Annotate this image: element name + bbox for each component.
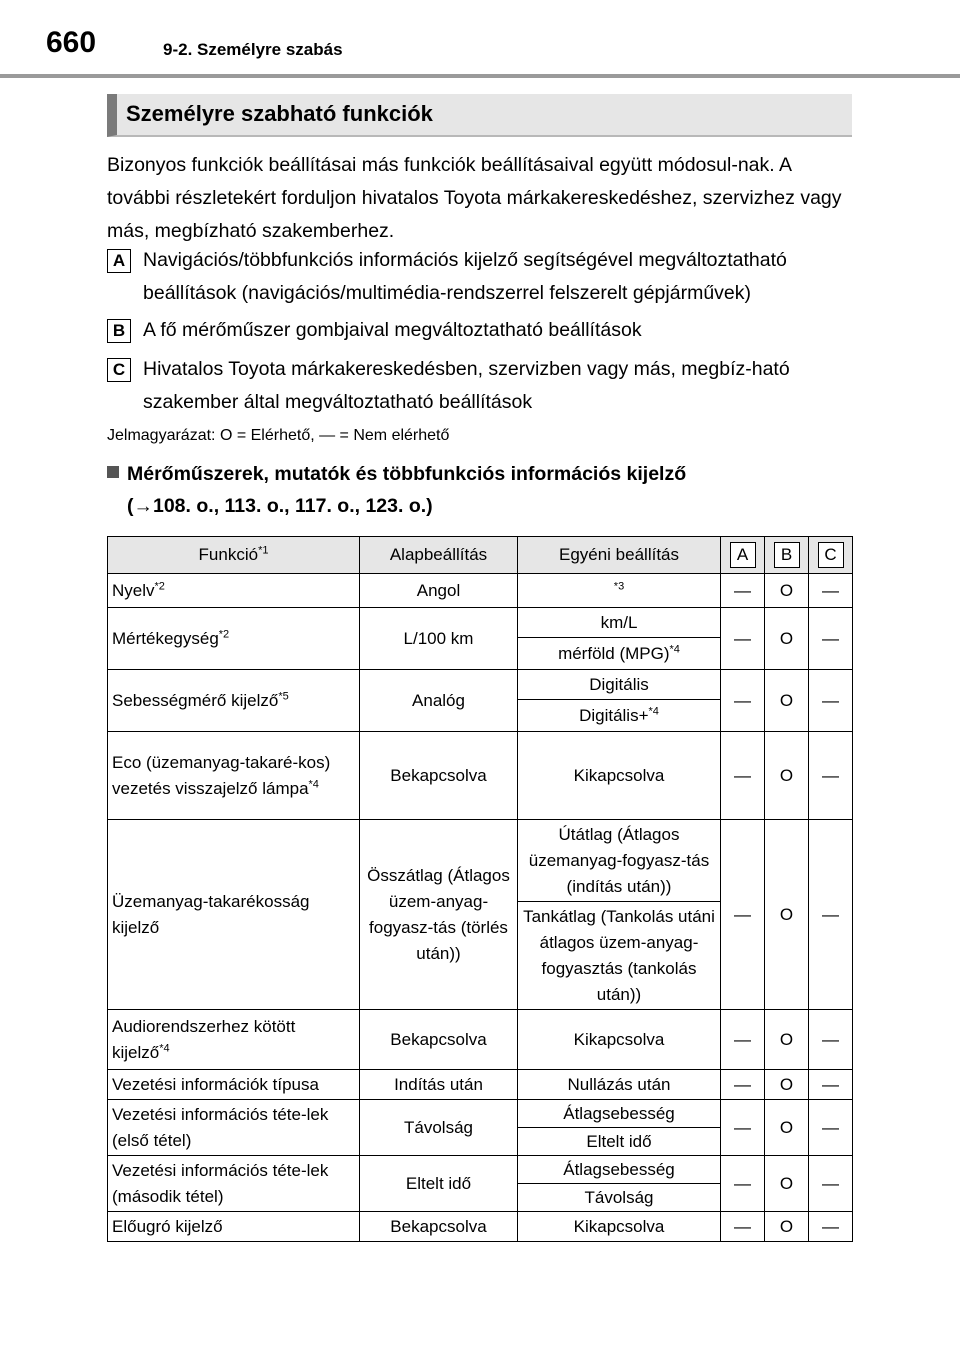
cell-custom: Kikapcsolva — [518, 732, 721, 820]
cell-function: Mértékegység$^{*2}$ — [108, 608, 360, 670]
subheading-page-ref: (→108. o., 113. o., 117. o., 123. o.) — [127, 495, 433, 517]
cell-default: Összátlag (Átlagos üzem-anyag-fogyasz-tás (törlés után)) — [360, 820, 518, 1010]
header-function: Funkció$^{*1}$ — [108, 537, 360, 574]
cell-function: Előugró kijelző — [108, 1212, 360, 1242]
header-default: Alapbeállítás — [360, 537, 518, 574]
cell-c: — — [809, 670, 853, 732]
table-row — [108, 820, 853, 902]
bullet-square-icon — [107, 466, 119, 478]
header-custom: Egyéni beállítás — [518, 537, 721, 574]
cell-a: — — [721, 574, 765, 608]
cell-custom: Nullázás után — [518, 1070, 721, 1100]
cell-a: — — [721, 1070, 765, 1100]
table-row — [108, 732, 853, 820]
cell-c: — — [809, 732, 853, 820]
table-row — [108, 1156, 853, 1184]
cell-custom: mérföld (MPG)$^{*4}$ — [518, 638, 721, 670]
cell-b: O — [765, 608, 809, 670]
cell-b: O — [765, 1100, 809, 1156]
cell-function: Vezetési információs téte-lek (első tétel) — [108, 1100, 360, 1156]
legend-text-c: Hivatalos Toyota márkakereskedésben, szervizben vagy más, megbíz-ható szakember által megváltoztatható beállítások — [143, 358, 790, 413]
cell-a: — — [721, 670, 765, 732]
cell-b: O — [765, 670, 809, 732]
cell-custom: Távolság — [518, 1184, 721, 1212]
table-row — [108, 1212, 853, 1242]
cell-a: — — [721, 1212, 765, 1242]
cell-a: — — [721, 820, 765, 1010]
legend-text-b: A fő mérőműszer gombjaival megváltoztatható beállítások — [143, 319, 642, 341]
cell-c: — — [809, 1010, 853, 1070]
cell-b: O — [765, 732, 809, 820]
cell-c: — — [809, 608, 853, 670]
cell-custom: Eltelt idő — [518, 1128, 721, 1156]
cell-default: Távolság — [360, 1100, 518, 1156]
legend-key-b: B — [107, 319, 131, 343]
table-row — [108, 1010, 853, 1070]
header-a: A — [721, 537, 765, 574]
cell-default: Eltelt idő — [360, 1156, 518, 1212]
cell-c: — — [809, 1212, 853, 1242]
cell-default: Bekapcsolva — [360, 1010, 518, 1070]
cell-c: — — [809, 1100, 853, 1156]
cell-custom: km/L — [518, 608, 721, 638]
cell-custom: Átlagsebesség — [518, 1100, 721, 1128]
table-row — [108, 608, 853, 638]
intro-paragraph: Bizonyos funkciók beállításai más funkciók beállításaival együtt módosul-nak. A további részletekért forduljon hivatalos Toyota márkakereskedéshez, szervizhez vagy más, megbízható szakemberhez. — [107, 154, 842, 242]
cell-a: — — [721, 608, 765, 670]
page-number: 660 — [46, 26, 97, 59]
cell-custom: *3 — [518, 574, 721, 608]
cell-default: Bekapcsolva — [360, 732, 518, 820]
table-row — [108, 1070, 853, 1100]
cell-b: O — [765, 820, 809, 1010]
cell-c: — — [809, 574, 853, 608]
cell-default: L/100 km — [360, 608, 518, 670]
cell-custom: Átlagsebesség — [518, 1156, 721, 1184]
section-title-bar — [107, 94, 852, 137]
header-b: B — [765, 537, 809, 574]
cell-c: — — [809, 1156, 853, 1212]
cell-c: — — [809, 1070, 853, 1100]
cell-a: — — [721, 1156, 765, 1212]
section-title: Személyre szabható funkciók — [126, 101, 433, 126]
cell-custom: Digitális — [518, 670, 721, 700]
cell-function: Vezetési információk típusa — [108, 1070, 360, 1100]
cell-b: O — [765, 1156, 809, 1212]
settings-table — [107, 536, 853, 1242]
cell-c: — — [809, 820, 853, 1010]
table-row — [108, 574, 853, 608]
cell-b: O — [765, 1212, 809, 1242]
cell-custom: Tankátlag (Tankolás utáni átlagos üzem-anyag-fogyasztás (tankolás után)) — [518, 902, 721, 1010]
cell-function: Üzemanyag-takarékosság kijelző — [108, 820, 360, 1010]
table-header-row — [108, 537, 853, 574]
subheading-title: Mérőműszerek, mutatók és többfunkciós információs kijelző — [127, 463, 687, 485]
cell-function: Eco (üzemanyag-takaré-kos) vezetés visszajelző lámpa$^{*4}$ — [108, 732, 360, 820]
cell-custom: Kikapcsolva — [518, 1212, 721, 1242]
cell-a: — — [721, 1010, 765, 1070]
cell-b: O — [765, 1070, 809, 1100]
cell-function: Vezetési információs téte-lek (második tétel) — [108, 1156, 360, 1212]
cell-a: — — [721, 1100, 765, 1156]
legend-note: Jelmagyarázat: O = Elérhető, — = Nem elérhető — [107, 427, 450, 444]
cell-function: Audiorendszerhez kötött kijelző$^{*4}$ — [108, 1010, 360, 1070]
cell-default: Indítás után — [360, 1070, 518, 1100]
cell-b: O — [765, 1010, 809, 1070]
cell-a: — — [721, 732, 765, 820]
cell-function: Sebességmérő kijelző$^{*5}$ — [108, 670, 360, 732]
subheading — [107, 458, 852, 522]
table-row — [108, 1100, 853, 1128]
header-c: C — [809, 537, 853, 574]
header-rule — [0, 74, 960, 78]
cell-default: Analóg — [360, 670, 518, 732]
cell-custom: Kikapcsolva — [518, 1010, 721, 1070]
cell-custom: Digitális+$^{*4}$ — [518, 700, 721, 732]
legend-key-c: C — [107, 358, 131, 382]
cell-function: Nyelv$^{*2}$ — [108, 574, 360, 608]
cell-custom: Útátlag (Átlagos üzemanyag-fogyasz-tás (indítás után)) — [518, 820, 721, 902]
legend-text-a: Navigációs/többfunkciós információs kijelző segítségével megváltoztatható beállítások (navigációs/multimédia-rendszerrel felszerelt gépjárművek) — [143, 249, 787, 304]
cell-default: Angol — [360, 574, 518, 608]
table-row — [108, 670, 853, 700]
legend-key-a: A — [107, 249, 131, 273]
section-header: 9-2. Személyre szabás — [163, 40, 343, 59]
cell-default: Bekapcsolva — [360, 1212, 518, 1242]
cell-b: O — [765, 574, 809, 608]
